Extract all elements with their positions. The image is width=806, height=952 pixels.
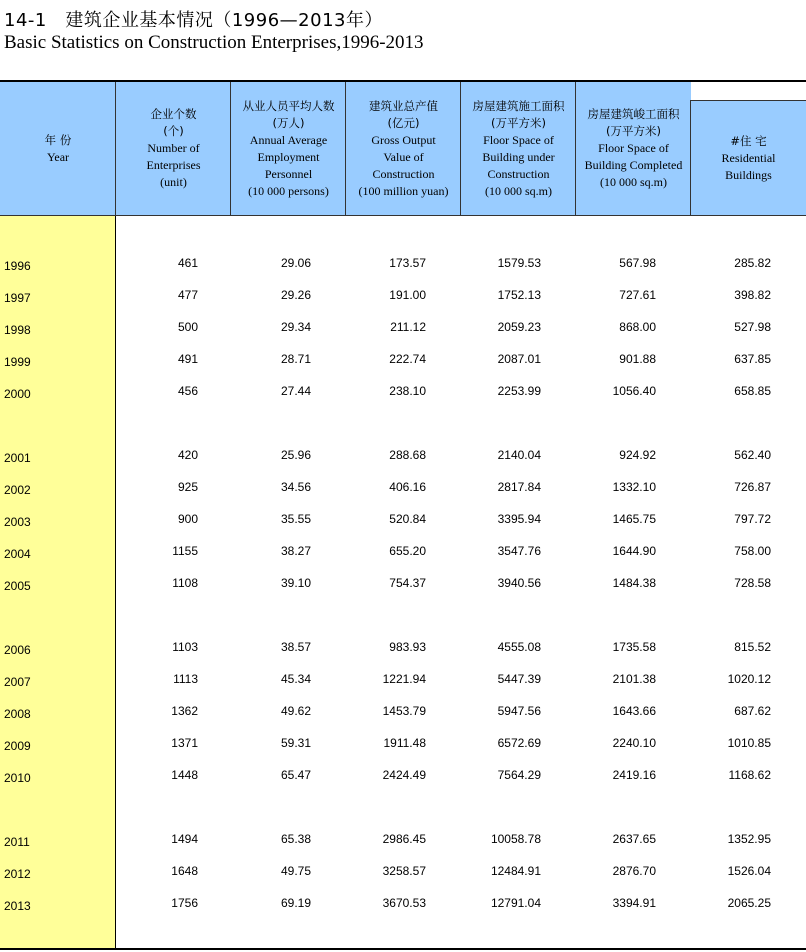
output-cell: 2986.45	[382, 832, 426, 846]
enterprises-cell: 456	[177, 384, 198, 398]
header-line: Building Completed	[584, 158, 683, 172]
residential-cell: 562.40	[734, 448, 771, 462]
header-line: Personnel	[264, 166, 313, 181]
table-row	[0, 384, 806, 404]
enterprises-cell: 1113	[173, 672, 198, 686]
under-construction-cell: 2817.84	[497, 480, 541, 494]
under-construction-cell: 5447.39	[497, 672, 541, 686]
under-construction-cell: 3395.94	[497, 512, 541, 526]
table-row	[0, 704, 806, 724]
residential-cell: 2065.25	[727, 896, 771, 910]
residential-cell: 1010.85	[727, 736, 771, 750]
employment-cell: 38.27	[280, 544, 311, 558]
completed-cell: 2876.70	[612, 864, 656, 878]
completed-cell: 868.00	[619, 320, 656, 334]
enterprises-cell: 1448	[171, 768, 198, 782]
output-cell: 520.84	[389, 512, 426, 526]
residential-cell: 637.85	[734, 352, 771, 366]
under-construction-cell: 4555.08	[497, 640, 541, 654]
header-line: (10 000 sq.m)	[485, 183, 552, 198]
under-construction-cell: 12484.91	[490, 864, 541, 878]
residential-cell: 1352.95	[727, 832, 771, 846]
employment-cell: 29.26	[280, 288, 311, 302]
under-construction-cell: 3940.56	[497, 576, 541, 590]
enterprises-cell: 1648	[171, 864, 198, 878]
table-row	[0, 768, 806, 788]
under-construction-cell: 2059.23	[497, 320, 541, 334]
table-row	[0, 832, 806, 852]
header-floor-completed	[575, 82, 691, 216]
table-row	[0, 512, 806, 532]
year-cell: 2009	[4, 739, 31, 753]
table-row	[0, 352, 806, 372]
header-line: 年 份	[44, 132, 72, 147]
year-cell: 2008	[4, 707, 31, 721]
header-line: Building under	[482, 149, 555, 164]
header-enterprises	[115, 82, 231, 216]
header-line: (个)	[163, 124, 184, 138]
output-cell: 655.20	[389, 544, 426, 558]
table-row	[0, 640, 806, 660]
header-line: (10 000 sq.m)	[600, 175, 667, 189]
header-residential	[690, 100, 806, 216]
employment-cell: 39.10	[280, 576, 311, 590]
header-floor-under-construction	[460, 82, 576, 216]
completed-cell: 2637.65	[612, 832, 656, 846]
employment-cell: 34.56	[280, 480, 311, 494]
residential-cell: 687.62	[734, 704, 771, 718]
table-row	[0, 448, 806, 468]
enterprises-cell: 1108	[172, 576, 198, 590]
enterprises-cell: 420	[177, 448, 198, 462]
header-line: (万平方米)	[491, 115, 546, 130]
employment-cell: 65.47	[280, 768, 311, 782]
table-row	[0, 736, 806, 756]
year-cell: 1997	[4, 291, 31, 305]
table-row	[0, 480, 806, 500]
output-cell: 173.57	[389, 256, 426, 270]
employment-cell: 65.38	[280, 832, 311, 846]
year-cell: 2003	[4, 515, 31, 529]
residential-cell: 1168.62	[728, 768, 771, 782]
output-cell: 3258.57	[382, 864, 426, 878]
header-line: Floor Space of	[483, 132, 554, 147]
year-cell: 2005	[4, 579, 31, 593]
completed-cell: 1332.10	[612, 480, 656, 494]
employment-cell: 38.57	[280, 640, 311, 654]
residential-cell: 1020.12	[727, 672, 771, 686]
completed-cell: 3394.91	[612, 896, 656, 910]
completed-cell: 901.88	[619, 352, 656, 366]
completed-cell: 1465.75	[612, 512, 656, 526]
header-line: 从业人员平均人数	[242, 98, 335, 113]
output-cell: 2424.49	[382, 768, 426, 782]
header-line: Construction	[372, 166, 435, 181]
header-line: Residential	[721, 150, 776, 165]
enterprises-cell: 1103	[172, 640, 198, 654]
output-cell: 1911.48	[383, 736, 426, 750]
enterprises-cell: 500	[177, 320, 198, 334]
enterprises-cell: 925	[177, 480, 198, 494]
header-line: Number of	[147, 141, 200, 155]
employment-cell: 25.96	[280, 448, 311, 462]
header-line: (亿元)	[387, 115, 420, 130]
under-construction-cell: 1752.13	[497, 288, 541, 302]
residential-cell: 527.98	[734, 320, 771, 334]
enterprises-cell: 900	[177, 512, 198, 526]
year-cell: 2004	[4, 547, 31, 561]
table-row	[0, 288, 806, 308]
completed-cell: 2419.16	[612, 768, 656, 782]
table-row	[0, 896, 806, 916]
residential-cell: 815.52	[734, 640, 771, 654]
output-cell: 3670.53	[382, 896, 426, 910]
completed-cell: 567.98	[619, 256, 656, 270]
header-line: (unit)	[160, 175, 187, 189]
under-construction-cell: 2087.01	[497, 352, 541, 366]
header-line: Construction	[487, 166, 550, 181]
employment-cell: 69.19	[280, 896, 311, 910]
header-line: (100 million yuan)	[358, 183, 449, 198]
residential-cell: 1526.04	[727, 864, 771, 878]
year-cell: 2002	[4, 483, 31, 497]
year-cell: 1998	[4, 323, 31, 337]
output-cell: 222.74	[389, 352, 426, 366]
table-row	[0, 864, 806, 884]
output-cell: 211.12	[390, 320, 426, 334]
header-line: 房屋建筑施工面积	[472, 98, 565, 113]
year-cell: 2012	[4, 867, 31, 881]
year-cell: 2007	[4, 675, 31, 689]
under-construction-cell: 12791.04	[490, 896, 541, 910]
output-cell: 238.10	[389, 384, 426, 398]
output-cell: 406.16	[389, 480, 426, 494]
header-line: #住 宅	[730, 133, 767, 148]
employment-cell: 59.31	[280, 736, 311, 750]
header-line: Employment	[257, 149, 320, 164]
employment-cell: 35.55	[280, 512, 311, 526]
year-cell: 2000	[4, 387, 31, 401]
output-cell: 288.68	[389, 448, 426, 462]
completed-cell: 2101.38	[612, 672, 656, 686]
year-cell: 2010	[4, 771, 31, 785]
completed-cell: 1056.40	[612, 384, 656, 398]
employment-cell: 45.34	[280, 672, 311, 686]
under-construction-cell: 1579.53	[497, 256, 541, 270]
header-line: 企业个数	[150, 107, 197, 121]
output-cell: 191.00	[389, 288, 426, 302]
enterprises-cell: 461	[177, 256, 198, 270]
employment-cell: 49.62	[280, 704, 311, 718]
header-line: (万人)	[272, 115, 305, 130]
enterprises-cell: 1362	[171, 704, 198, 718]
year-cell: 2013	[4, 899, 31, 913]
completed-cell: 727.61	[619, 288, 656, 302]
header-line: Value of	[383, 149, 424, 164]
employment-cell: 27.44	[280, 384, 311, 398]
header-line: Enterprises	[146, 158, 201, 172]
residential-cell: 758.00	[734, 544, 771, 558]
completed-cell: 1484.38	[612, 576, 656, 590]
under-construction-cell: 5947.56	[497, 704, 541, 718]
header-year	[0, 82, 116, 216]
header-line: Floor Space of	[598, 141, 669, 155]
under-construction-cell: 6572.69	[497, 736, 541, 750]
employment-cell: 29.06	[280, 256, 311, 270]
header-line: (10 000 persons)	[248, 183, 329, 198]
header-line: Year	[46, 149, 70, 164]
header-line: (万平方米)	[606, 124, 661, 138]
completed-cell: 2240.10	[612, 736, 656, 750]
residential-cell: 285.82	[734, 256, 771, 270]
table-row	[0, 672, 806, 692]
table-title-chinese: 14-1 建筑企业基本情况（1996—2013年）	[4, 10, 383, 31]
completed-cell: 1643.66	[612, 704, 656, 718]
under-construction-cell: 7564.29	[497, 768, 541, 782]
bottom-rule	[0, 948, 806, 950]
under-construction-cell: 2253.99	[497, 384, 541, 398]
table-title-english: Basic Statistics on Construction Enterprises,1996-2013	[4, 32, 424, 53]
employment-cell: 29.34	[280, 320, 311, 334]
header-line: Buildings	[725, 167, 772, 182]
header-line: Annual Average	[249, 132, 328, 147]
enterprises-cell: 1756	[171, 896, 198, 910]
year-cell: 2006	[4, 643, 31, 657]
residential-cell: 658.85	[734, 384, 771, 398]
header-line: 房屋建筑峻工面积	[587, 107, 680, 121]
header-gross-output	[345, 82, 461, 216]
table-row	[0, 256, 806, 276]
residential-cell: 726.87	[734, 480, 771, 494]
table-row	[0, 576, 806, 596]
under-construction-cell: 2140.04	[497, 448, 541, 462]
enterprises-cell: 1155	[172, 544, 198, 558]
enterprises-cell: 477	[177, 288, 198, 302]
header-employment	[230, 82, 346, 216]
year-cell: 2001	[4, 451, 31, 465]
employment-cell: 28.71	[280, 352, 311, 366]
year-cell: 2011	[4, 835, 30, 849]
enterprises-cell: 491	[177, 352, 198, 366]
output-cell: 1221.94	[382, 672, 426, 686]
year-cell: 1996	[4, 259, 31, 273]
output-cell: 754.37	[389, 576, 426, 590]
header-line: 建筑业总产值	[369, 98, 438, 113]
completed-cell: 1644.90	[612, 544, 656, 558]
year-cell: 1999	[4, 355, 31, 369]
under-construction-cell: 10058.78	[490, 832, 541, 846]
residential-cell: 797.72	[734, 512, 771, 526]
under-construction-cell: 3547.76	[497, 544, 541, 558]
output-cell: 983.93	[389, 640, 426, 654]
residential-cell: 728.58	[734, 576, 771, 590]
completed-cell: 924.92	[619, 448, 656, 462]
residential-cell: 398.82	[734, 288, 771, 302]
table-row	[0, 544, 806, 564]
output-cell: 1453.79	[382, 704, 426, 718]
employment-cell: 49.75	[280, 864, 311, 878]
completed-cell: 1735.58	[612, 640, 656, 654]
header-line: Gross Output	[371, 132, 436, 147]
enterprises-cell: 1371	[171, 736, 198, 750]
table-row	[0, 320, 806, 340]
enterprises-cell: 1494	[171, 832, 198, 846]
